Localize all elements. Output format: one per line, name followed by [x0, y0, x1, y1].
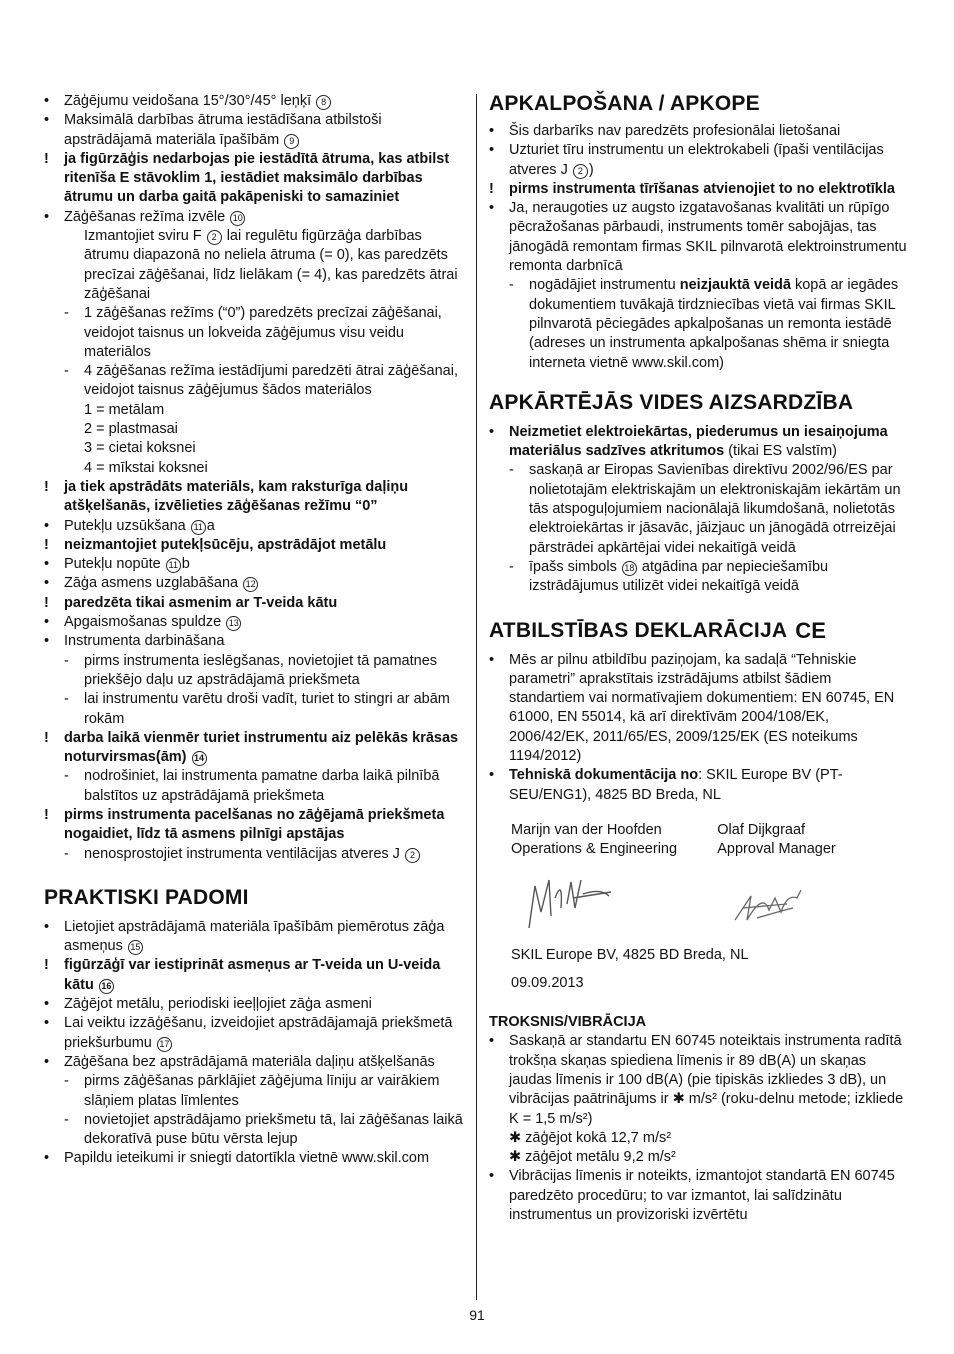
list-item: [44, 439, 465, 458]
list-item: [44, 92, 465, 111]
item-text: b: [181, 556, 190, 573]
dash-marker: -: [64, 768, 69, 785]
figure-ref-icon: 10: [230, 211, 245, 226]
signature-1-icon: [511, 868, 621, 934]
figure-ref-icon: 9: [284, 134, 299, 149]
item-text: Maksimālā darbības ātruma iestādīšana atbilstoši apstrādājamā materiāla īpašībām: [64, 112, 382, 148]
item-text: Šis darbarīks nav paredzēts profesionālai lietošanai: [509, 123, 841, 139]
bold-text: Neizmetiet elektroiekārtas, piederumus un iesaiņojuma materiālus sadzīves atkritumos: [509, 423, 888, 460]
list-item: [44, 652, 465, 691]
vibration-text: Vibrācijas līmenis ir noteikts, izmantojot standartā EN 60745 paredzēto procedūru; to var izmantot, lai salīdzinātu instrumentus un provizoriski izvērtētu: [509, 1168, 895, 1224]
dash-marker: -: [64, 1073, 69, 1090]
item-text: pirms instrumenta tīrīšanas atvienojiet to no elektrotīkla: [509, 180, 895, 197]
warning-marker: !: [44, 729, 49, 746]
item-text: Zāģējumu veidošana 15°/30°/45° leņķī: [64, 93, 316, 109]
figure-ref-icon: 2: [405, 848, 420, 863]
figure-ref-icon: 2: [207, 230, 222, 245]
dash-marker: -: [509, 277, 514, 294]
list-item: [44, 845, 465, 864]
dash-marker: -: [509, 558, 514, 575]
item-text: 1 = metālam: [84, 401, 165, 418]
list-item: • Saskaņā ar standartu EN 60745 noteiktais instrumenta radītā trokšņa skaņas spiediena līmenis ir 89 dB(A) un skaņas jaudas līmenis ir 100 dB(A) (pie tipiskās izkliedes 3 dB), un vibrācijas paātrinājums ir ✱ m/s² (roku-delnu metode; izkliede K = 1,5 m/s²): [489, 1033, 904, 1127]
vibration-wood: ✱ zāģējot kokā 12,7 m/s²: [509, 1129, 672, 1146]
item-text: (tikai ES valstīm): [724, 443, 837, 460]
item-text: Lai veiktu izzāģēšanu, izveidojiet apstrādājamajā priekšmetā priekšurbumu: [64, 1015, 453, 1051]
list-item: [489, 122, 910, 141]
warning-marker: !: [44, 478, 49, 495]
figure-ref-icon: 11: [166, 558, 181, 573]
list-item: [489, 766, 910, 805]
maintenance-list: [489, 122, 910, 373]
item-text: nenosprostojiet instrumenta ventilācijas atveres J: [84, 845, 404, 862]
item-text: Lietojiet apstrādājamā materiāla īpašībām piemērotus zāģa asmeņus: [64, 918, 445, 955]
list-item: [44, 632, 465, 651]
warning-marker: !: [44, 806, 49, 823]
item-text: Zāģējot metālu, periodiski ieeļļojiet zāģa asmeni: [64, 996, 372, 1013]
section-heading-troksnis: TROKSNIS/VIBRĀCIJA: [489, 1014, 647, 1031]
item-text: Ja, neraugoties uz augsto izgatavošanas kvalitāti un rūpīgo pēcražošanas pārbaudi, instruments tomēr sabojājas, tas jānogādā remontam firmas SKIL pilnvarotā elektroinstrumentu remonta darbnīcā: [509, 200, 907, 275]
dash-marker: -: [64, 691, 69, 708]
section-heading-praktiski: PRAKTISKI PADOMI: [44, 885, 249, 909]
list-item: [44, 1111, 465, 1150]
page-number: 91: [469, 1307, 485, 1323]
dash-marker: -: [64, 652, 69, 669]
bullet-marker: •: [44, 1150, 50, 1167]
bullet-marker: •: [489, 767, 495, 784]
item-text: pirms zāģēšanas pārklājiet zāģējuma līniju ar vairākiem slāņiem platas līmlentes: [84, 1073, 440, 1109]
list-item: [44, 459, 465, 478]
bullet-marker: •: [44, 918, 50, 935]
item-text: Putekļu nopūte: [64, 556, 165, 573]
item-text: a: [206, 517, 215, 534]
bullet-marker: •: [44, 93, 50, 109]
list-item: [44, 517, 465, 536]
item-text: ): [588, 161, 594, 178]
list-item: [44, 227, 465, 304]
dash-marker: -: [64, 1111, 69, 1128]
item-text: Mēs ar pilnu atbildību paziņojam, ka sadaļā “Tehniskie parametri” aprakstītais izstrādājums atbilst šādiem standartiem vai normatīvajiem dokumentiem: EN 60745, EN 61000, EN 55014, kā arī direktīvām 2004/108/EK, 2006/42/EK, 2011/65/ES, 2009/125/EK (ES noteikums 1194/2012): [509, 651, 895, 765]
warning-marker: !: [489, 180, 494, 197]
item-text: nogādājiet instrumentu: [529, 277, 680, 294]
list-item: [44, 1149, 465, 1168]
list-item: [44, 995, 465, 1014]
item-text: novietojiet apstrādājamo priekšmetu tā, lai zāģēšanas laikā dekoratīvā puse būtu vērsta lejup: [84, 1111, 463, 1148]
list-item: [44, 613, 465, 632]
deklaracija-title: ATBILSTĪBAS DEKLARĀCIJA: [489, 618, 788, 642]
figure-ref-icon: 18: [622, 561, 637, 576]
declaration-list: [489, 651, 910, 805]
operation-list: [44, 92, 465, 864]
warning-marker: !: [44, 150, 49, 167]
figure-ref-icon: 13: [226, 616, 241, 631]
list-item: [44, 150, 465, 208]
left-column: [44, 92, 465, 1169]
list-item: [44, 555, 465, 574]
bold-text: Tehniskā dokumentācija no: [509, 767, 699, 784]
list-item: [44, 304, 465, 362]
item-text: 1 zāģēšanas režīms (“0”) paredzēts precīzai zāģēšanai, veidojot taisnus un lokveida zāģējumus visu veidu materiālos: [84, 305, 442, 360]
item-text: Papildu ieteikumi ir sniegti datortīkla vietnē www.skil.com: [64, 1150, 430, 1167]
item-text: lai regulētu figūrzāģa darbības ātrumu diapazonā no neliela ātruma (= 0), kas paredzēts precīzai zāģēšanai, līdz lielākam (= 4), kas paredzēts ātrai zāģēšanai: [84, 228, 458, 302]
bullet-marker: •: [489, 123, 495, 139]
figure-ref-icon: 17: [157, 1037, 172, 1052]
ce-mark-icon: CE: [795, 617, 827, 643]
list-item: [44, 574, 465, 593]
bullet-marker: •: [44, 633, 50, 650]
list-item: [489, 461, 910, 557]
list-item: [44, 208, 465, 227]
item-text: īpašs simbols: [529, 558, 621, 575]
figure-ref-icon: 2: [573, 164, 588, 179]
bullet-marker: •: [44, 1053, 50, 1070]
figure-ref-icon: 15: [128, 940, 143, 955]
declaration-date: 09.09.2013: [511, 975, 584, 992]
warning-marker: !: [44, 957, 49, 974]
list-item: [44, 729, 465, 768]
bold-text: neizjauktā veidā: [679, 277, 791, 294]
list-item: [44, 401, 465, 420]
column-divider: [476, 94, 477, 1300]
item-text: lai instrumentu varētu droši vadīt, turiet to stingri ar abām rokām: [84, 691, 450, 727]
bullet-marker: •: [44, 996, 50, 1013]
item-text: Uzturiet tīru instrumentu un elektrokabeli (īpaši ventilācijas atveres J: [509, 142, 884, 178]
item-text: Izmantojiet sviru F: [84, 228, 206, 245]
item-text: Putekļu uzsūkšana: [64, 517, 190, 534]
list-item: [44, 536, 465, 555]
item-text: darba laikā vienmēr turiet instrumentu aiz pelēkās krāsas noturvirsmas(ām): [64, 729, 459, 766]
figure-ref-icon: 12: [243, 577, 258, 592]
item-text: Instrumenta darbināšana: [64, 633, 225, 650]
bullet-marker: •: [489, 200, 495, 217]
item-text: paredzēta tikai asmenim ar T-veida kātu: [64, 594, 338, 611]
vibration-metal: ✱ zāģējot metālu 9,2 m/s²: [509, 1149, 676, 1166]
list-item: [489, 141, 910, 180]
list-item: [44, 1053, 465, 1072]
list-item: [44, 594, 465, 613]
item-text: kopā ar iegādes dokumentiem tuvākajā tirdzniecības vietā vai firmas SKIL pilnvarotā pēciegādes apkalpošanas un remonta iestādē (adreses un instrumenta apkalpošanas shēma ir sniegta interneta vietnē www.skil.com): [529, 277, 899, 371]
list-item: [44, 806, 465, 845]
list-item: [489, 276, 910, 372]
figure-ref-icon: 8: [316, 95, 331, 110]
item-text: Zāģa asmens uzglabāšana: [64, 575, 243, 592]
noise-text: Saskaņā ar standartu EN 60745 noteiktais instrumenta radītā trokšņa skaņas spiediena līmenis ir 89 dB(A) un skaņas jaudas līmenis ir 100 dB(A) (pie tipiskās izkliedes 3 dB), un vibrācijas paātrinājums ir ✱ m/s² (roku-delnu metode; izkliede K = 1,5 m/s²): [509, 1033, 904, 1127]
environment-list: [489, 423, 910, 597]
dash-marker: -: [509, 462, 514, 479]
list-item: [44, 478, 465, 517]
right-column: [489, 92, 910, 1225]
item-text: 4 zāģēšanas režīma iestādījumi paredzēti ātrai zāģēšanai, veidojot taisnus zāģējumus šādos materiālos: [84, 363, 458, 399]
bullet-marker: •: [44, 517, 50, 534]
dash-marker: -: [64, 305, 69, 322]
item-text: pirms instrumenta pacelšanas no zāģējamā priekšmeta nogaidiet, līdz tā asmens pilnīgi apstājas: [64, 806, 445, 843]
list-item: [489, 180, 910, 199]
list-item: [489, 558, 910, 597]
item-text: 2 = plastmasai: [84, 421, 178, 438]
item-text: : SKIL Europe BV (PT-SEU/ENG1), 4825 BD Breda, NL: [509, 767, 843, 803]
bullet-marker: •: [489, 423, 495, 440]
list-item: [44, 111, 465, 150]
item-text: atgādina par nepieciešamību izstrādājumus utilizēt videi nekaitīgā veidā: [529, 558, 829, 595]
figure-ref-icon: 14: [192, 751, 207, 766]
list-item: [44, 362, 465, 401]
section-heading-deklaracija: [489, 619, 910, 643]
tips-list: [44, 918, 465, 1169]
signatory-2: [717, 821, 910, 940]
dash-marker: -: [64, 845, 69, 862]
figure-ref-icon: 16: [99, 979, 114, 994]
signatory-title: Operations & Engineering: [511, 841, 678, 858]
bullet-marker: •: [44, 614, 50, 631]
bullet-marker: •: [489, 651, 495, 668]
item-text: saskaņā ar Eiropas Savienības direktīvu 2002/96/ES par nolietotajām elektriskajām un elektroniskajām iekārtām un tās atspoguļojumiem nacionālajā likumdošanā, nolietotās elektroiekārtas ir jāsavāc, jāizjauc un jānogādā otrreizējai pārstrādei apkārtējai videi nekaitīgā veidā: [529, 462, 901, 556]
figure-ref-icon: 11: [191, 520, 206, 535]
section-heading-vide: APKĀRTĒJĀS VIDES AIZSARDZĪBA: [489, 390, 854, 414]
item-text: ja tiek apstrādāts materiāls, kam raksturīga daļiņu atšķelšanās, izvēlieties zāģēšanas režīmu “0”: [64, 478, 409, 515]
signatory-name: Marijn van der Hoofden: [511, 821, 662, 838]
list-item: [489, 423, 910, 462]
list-item: [489, 651, 910, 767]
bullet-marker: •: [44, 1015, 50, 1032]
list-item: [44, 1014, 465, 1053]
item-text: nodrošiniet, lai instrumenta pamatne darba laikā pilnībā balstītos uz apstrādājamā priekšmeta: [84, 768, 440, 804]
list-item: [489, 199, 910, 276]
bullet-marker: •: [489, 142, 495, 159]
list-item: [44, 420, 465, 439]
warning-marker: !: [44, 594, 49, 611]
bullet-marker: •: [44, 208, 50, 225]
signatory-title: Approval Manager: [717, 841, 836, 858]
signature-2-icon: [717, 868, 827, 934]
list-item: [44, 1072, 465, 1111]
item-text: 3 = cietai koksnei: [84, 440, 196, 457]
signatories: [489, 821, 910, 940]
bullet-marker: •: [44, 575, 50, 592]
list-item: [44, 767, 465, 806]
warning-marker: !: [44, 536, 49, 553]
list-item: [44, 690, 465, 729]
item-text: neizmantojiet putekļsūcēju, apstrādājot metālu: [64, 536, 387, 553]
signatory-name: Olaf Dijkgraaf: [717, 821, 806, 838]
list-item: [44, 956, 465, 995]
bullet-marker: •: [44, 112, 50, 129]
dash-marker: -: [64, 363, 69, 380]
section-heading-apkalposana: APKALPOŠANA / APKOPE: [489, 92, 760, 115]
item-text: pirms instrumenta ieslēgšanas, novietojiet tā pamatnes priekšējo daļu uz apstrādājamā priekšmeta: [84, 652, 438, 688]
item-text: Zāģēšana bez apstrādājamā materiāla daļiņu atšķelšanās: [64, 1053, 435, 1070]
item-text: ja figūrzāģis nedarbojas pie iestādītā ātruma, kas atbilst ritenīša E stāvoklim 1, iestādiet maksimālo darbības ātrumu un darba gaitā pakāpeniski to samaziniet: [64, 150, 450, 206]
signatory-1: [511, 821, 717, 940]
bullet-marker: •: [44, 556, 50, 573]
item-text: figūrzāģī var iestiprināt asmeņus ar T-veida un U-veida kātu: [64, 957, 441, 993]
list-item: • Vibrācijas līmenis ir noteikts, izmantojot standartā EN 60745 paredzēto procedūru; to var izmantot, lai salīdzinātu instrumentus un provizoriski izvērtētu: [489, 1168, 895, 1224]
company-address: SKIL Europe BV, 4825 BD Breda, NL: [511, 946, 749, 963]
item-text: Apgaismošanas spuldze: [64, 614, 226, 631]
item-text: 4 = mīkstai koksnei: [84, 459, 208, 476]
list-item: [44, 918, 465, 957]
item-text: Zāģēšanas režīma izvēle: [64, 208, 230, 225]
